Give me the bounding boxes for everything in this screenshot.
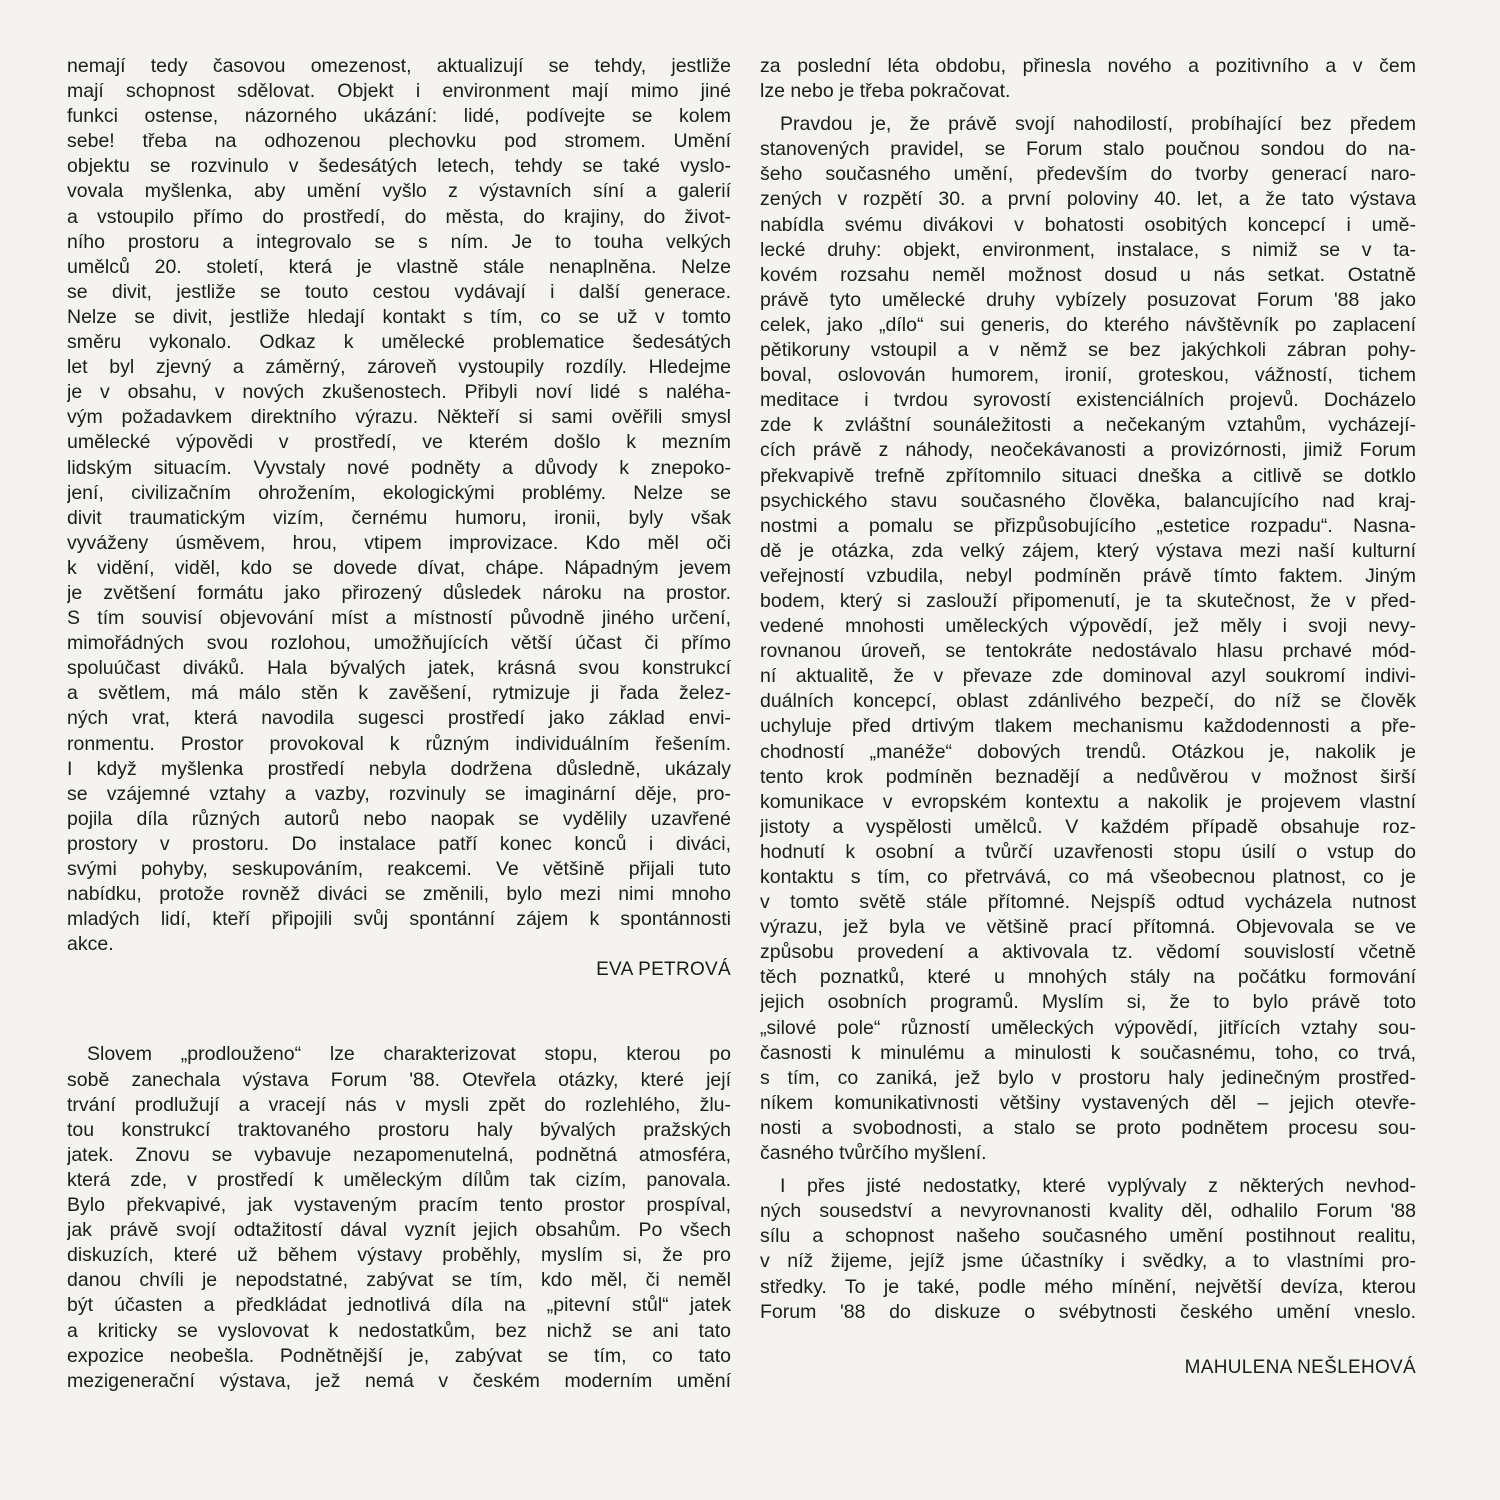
text-line: celek, jako „dílo“ sui generis, do kterého návštěvník po zaplacení [760,313,1416,336]
text-line: jistoty a vyspělosti umělců. V každém případě obsahuje roz- [760,815,1416,838]
article-petrova-text [67,54,731,957]
text-line: být účasten a předkládat jednotlivá díla na „pitevní stůl“ jatek [67,1294,731,1317]
text-line: Forum '88 do diskuze o svébytnosti českého umění vneslo. [760,1300,1416,1323]
text-line: hodnutí k osobní a tvůrčí uzavřenosti stopu úsilí o vstup do [760,840,1416,863]
text-line: vovala myšlenka, aby umění vyšlo z výstavních síní a galerií [67,180,731,203]
text-line: akce. [67,933,114,956]
text-line: kontaktu s tím, co přetrvává, co má všeobecnou platnost, co je [760,866,1416,888]
text-line: kovém rozsahu neměl možnost dosud u nás setkat. Ostatně [760,263,1416,286]
text-line: Pravdou je, že právě svojí nahodilostí, probíhající bez předem [780,113,1416,136]
text-line: umělců 20. století, která je vlastně stále nenaplněna. Nelze [67,255,731,278]
text-line: lze nebo je třeba pokračovat. [760,80,1011,103]
article-neslehova-continuation [760,54,1416,104]
text-line: zde k zvláštní sounáležitosti a nečekaným vztahům, vycházejí- [760,414,1416,437]
text-line: danou chvíli je nepodstatné, zabývat se tím, kdo měl, či neměl [67,1269,731,1292]
text-line: způsobu provedení a aktivovala tz. vědomí souvislostí včetně [760,941,1416,964]
text-line: která zde, v prostředí k uměleckým dílům tak cizím, panovala. [67,1168,731,1191]
text-line: tento krok podmíněn beznadějí a nedůvěrou v možnost širší [760,765,1416,788]
text-line: vým požadavkem direktního výrazu. Někteří si sami ověřili smysl [67,406,731,429]
text-line: lidským situacím. Vyvstaly nové podněty a důvody k znepoko- [67,456,731,479]
text-line: Bylo překvapivé, jak vystaveným pracím tento prostor prospíval, [67,1194,731,1217]
text-line: vyváženy úsměvem, hrou, vtipem improvizace. Kdo měl oči [67,531,731,554]
text-line: Nelze se divit, jestliže hledají kontakt s tím, co se už v tomto [67,305,731,328]
text-line: jení, civilizačním ohrožením, ekologickými problémy. Nelze se [67,481,731,504]
text-line: meditace i tvrdou syrovostí existenciálních projevů. Docházelo [760,389,1416,412]
text-line: let byl zjevný a záměrný, zároveň vystoupily rozdíly. Hledejme [67,356,731,379]
text-line: I když myšlenka prostředí nebyla dodržena důsledně, ukázaly [67,757,731,780]
text-line: nemají tedy časovou omezenost, aktualizují se tehdy, jestliže [67,55,731,77]
text-line: funkci ostense, názorného ukázání: lidé, podívejte se kolem [67,105,731,128]
text-line: ní aktualitě, že v převaze zde dominoval azyl soukromí indivi- [760,665,1416,688]
text-line: I přes jisté nedostatky, které vyplývaly z některých nevhod- [780,1175,1416,1198]
text-line: boval, oslovován humorem, ironií, groteskou, vážností, tichem [760,364,1416,387]
text-line: spoluúčast diváků. Hala bývalých jatek, krásná svou konstrukcí [67,657,731,680]
left-column [67,54,731,1394]
text-line: se divit, jestliže se touto cestou vydávají i další generace. [67,280,731,303]
text-line: cích právě z náhody, neočekávanosti a provizórnosti, jimiž Forum [760,439,1416,462]
text-line: časnosti k minulému a minulosti k současnému, toho, co trvá, [760,1041,1416,1064]
text-line: mezigenerační výstava, jež nemá v českém moderním umění [67,1369,731,1392]
text-line: dě je otázka, zda velký zájem, který výstava mezi naší kulturní [760,539,1416,562]
article-neslehova-paragraph-3 [760,1174,1416,1325]
text-line: směru vykonalo. Odkaz k umělecké problematice šedesátých [67,331,731,354]
text-line: ných sousedství a nevyrovnanosti kvality děl, odhalilo Forum '88 [760,1200,1416,1223]
text-line: objektu se rozvinulo v šedesátých letech, tehdy se také vyslo- [67,155,731,178]
text-line: nosti a svobodnosti, a stalo se proto podnětem procesu sou- [760,1116,1416,1139]
text-line: komunikace v evropském kontextu a nakolik je projevem vlastní [760,790,1416,813]
text-line: divit traumatickým vizím, černému humoru, ironii, byly však [67,506,731,529]
text-line: jejich osobních programů. Myslím si, že to bylo právě toto [760,991,1416,1014]
text-line: mají schopnost sdělovat. Objekt i environment mají mimo jiné [67,80,731,103]
text-line: umělecké výpovědi v prostředí, ve kterém došlo k mezním [67,431,731,454]
right-column [760,54,1416,1380]
text-line: chodností „manéže“ dobových trendů. Otázkou je, nakolik je [760,740,1416,763]
text-line: prostory v prostoru. Do instalace patří konec konců i diváci, [67,832,731,855]
text-line: psychického stavu současného člověka, balancujícího nad kraj- [760,489,1416,512]
text-line: jatek. Znovu se vybavuje nezapomenutelná, podnětná atmosféra, [67,1143,731,1166]
article-neslehova-paragraph-2 [760,112,1416,1166]
text-line: stanovených pravidel, se Forum stalo poučnou sondou do na- [760,138,1416,161]
text-line: a kriticky se vyslovovat k nedostatkům, bez nichž se ani tato [67,1319,731,1342]
text-line: v tomto světě stále přítomné. Nejspíš odtud vycházela nutnost [760,891,1416,914]
text-line: je zvětšení formátu jako přirozený důsledek nároku na prostor. [67,581,731,604]
text-line: svými pohyby, seskupováním, reakcemi. Ve většině přijali tuto [67,858,731,880]
text-line: sobě zanechala výstava Forum '88. Otevřela otázky, které její [67,1068,731,1091]
text-line: časného tvůrčího myšlení. [760,1142,987,1165]
text-line: ných vrat, která navodila sugesci prostředí jako základ envi- [67,707,731,730]
text-line: překvapivě trefně zpřítomnilo situaci dneška a citlivě se dotklo [760,464,1416,487]
text-line: a světlem, má málo stěn k zavěšení, rytmizuje ji řada želez- [67,682,731,705]
text-line: duálních koncepcí, oblast zdánlivého bezpečí, do níž se člověk [760,690,1416,713]
text-line: níkem komunikativnosti většiny vystavených děl – jejich otevře- [760,1091,1416,1114]
text-line: ního prostoru a integrovalo se s ním. Je to touha velkých [67,230,731,253]
text-line: veřejností vzbudila, nebyl podmíněn právě tímto faktem. Jiným [760,564,1416,587]
text-line: právě tyto umělecké druhy vybízely posuzovat Forum '88 jako [760,288,1416,311]
text-line: „silové pole“ růzností uměleckých výpovědí, jitřících vztahy sou- [760,1016,1416,1039]
text-line: se vzájemné vztahy a vazby, rozvinuly se imaginární děje, pro- [67,782,731,805]
text-line: šeho současného umění, především do tvorby generací naro- [760,163,1416,186]
text-line: za poslední léta obdobu, přinesla nového a pozitivního a v čem [760,55,1416,77]
text-line: tou konstrukcí traktovaného prostoru haly bývalých pražských [67,1118,731,1141]
text-line: expozice neobešla. Podnětnější je, zabývat se tím, co tato [67,1344,731,1367]
text-line: Slovem „prodlouženo“ lze charakterizovat stopu, kterou po [87,1043,731,1066]
text-line: nabídla svému divákovi v bohatosti osobitých koncepcí i umě- [760,213,1416,236]
text-line: diskuzích, které už během výstavy proběhly, myslím si, že pro [67,1244,731,1267]
article-neslehova-text-start [67,1042,731,1393]
text-line: s tím, co zaniká, jež bylo v prostoru haly jedinečným prostřed- [760,1066,1416,1089]
text-line: trvání prodlužují a vracejí nás v mysli zpět do rozlehlého, žlu- [67,1093,731,1116]
text-line: těch poznatků, které u mnohých stály na počátku formování [760,966,1416,989]
text-line: bodem, který si zaslouží připomenutí, je ta skutečnost, že v před- [760,589,1416,612]
text-line: S tím souvisí objevování míst a místností původně jiného určení, [67,607,731,630]
text-line: rovnanou úroveň, se tentokráte nedostávalo hlasu prchavé mód- [760,640,1416,663]
text-line: ronmentu. Prostor provokoval k různým individuálním řešením. [67,732,731,755]
text-line: nostmi a pomalu se přizpůsobujícího „estetice rozpadu“. Nasna- [760,514,1416,537]
text-line: a vstoupilo přímo do prostředí, do města, do krajiny, do život- [67,205,731,228]
text-line: mimořádných svou rozlohou, umožňujících větší účast či přímo [67,632,731,655]
text-line: sílu a schopnost našeho současného umění postihnout realitu, [760,1225,1416,1248]
author-mahulena-neslehova: MAHULENA NEŠLEHOVÁ [1184,1356,1416,1378]
text-line: lecké druhy: objekt, environment, instalace, s nimiž se v ta- [760,238,1416,261]
author-eva-petrova: EVA PETROVÁ [596,959,731,981]
text-line: zených v rozpětí 30. a první poloviny 40. let, a že tato výstava [760,188,1416,211]
text-line: mladých lidí, kteří připojili svůj spontánní zájem k spontánnosti [67,908,731,931]
text-line: výrazu, jež byla ve většině prací přítomná. Objevovala se ve [760,916,1416,939]
text-line: sebe! třeba na odhozenou plechovku pod stromem. Umění [67,130,731,153]
text-line: k vidění, viděl, kdo se dovede dívat, chápe. Nápadným jevem [67,556,731,579]
text-line: středky. To je také, podle mého mínění, největší devíza, kterou [760,1275,1416,1298]
text-line: pojila díla různých autorů nebo naopak se vydělily uzavřené [67,807,731,830]
text-line: vedené mnohosti uměleckých výpovědí, jež měly i svoji nevy- [760,615,1416,638]
text-line: jak právě svojí odtažitostí dával vyznít jejich obsahům. Po všech [67,1219,731,1242]
text-line: uchyluje před drtivým tlakem mechanismu každodennosti a pře- [760,715,1416,738]
text-line: je v obsahu, v nových zkušenostech. Přibyli noví lidé s naléha- [67,381,731,404]
text-line: nabídku, protože rovněž diváci se změnili, bylo mezi nimi mnoho [67,883,731,906]
text-line: v níž žijeme, jejíž jsme účastníky i svědky, a to vlastními pro- [760,1250,1416,1273]
text-line: pětikoruny vstoupil a v němž se bez jakýchkoli zábran pohy- [760,339,1416,362]
